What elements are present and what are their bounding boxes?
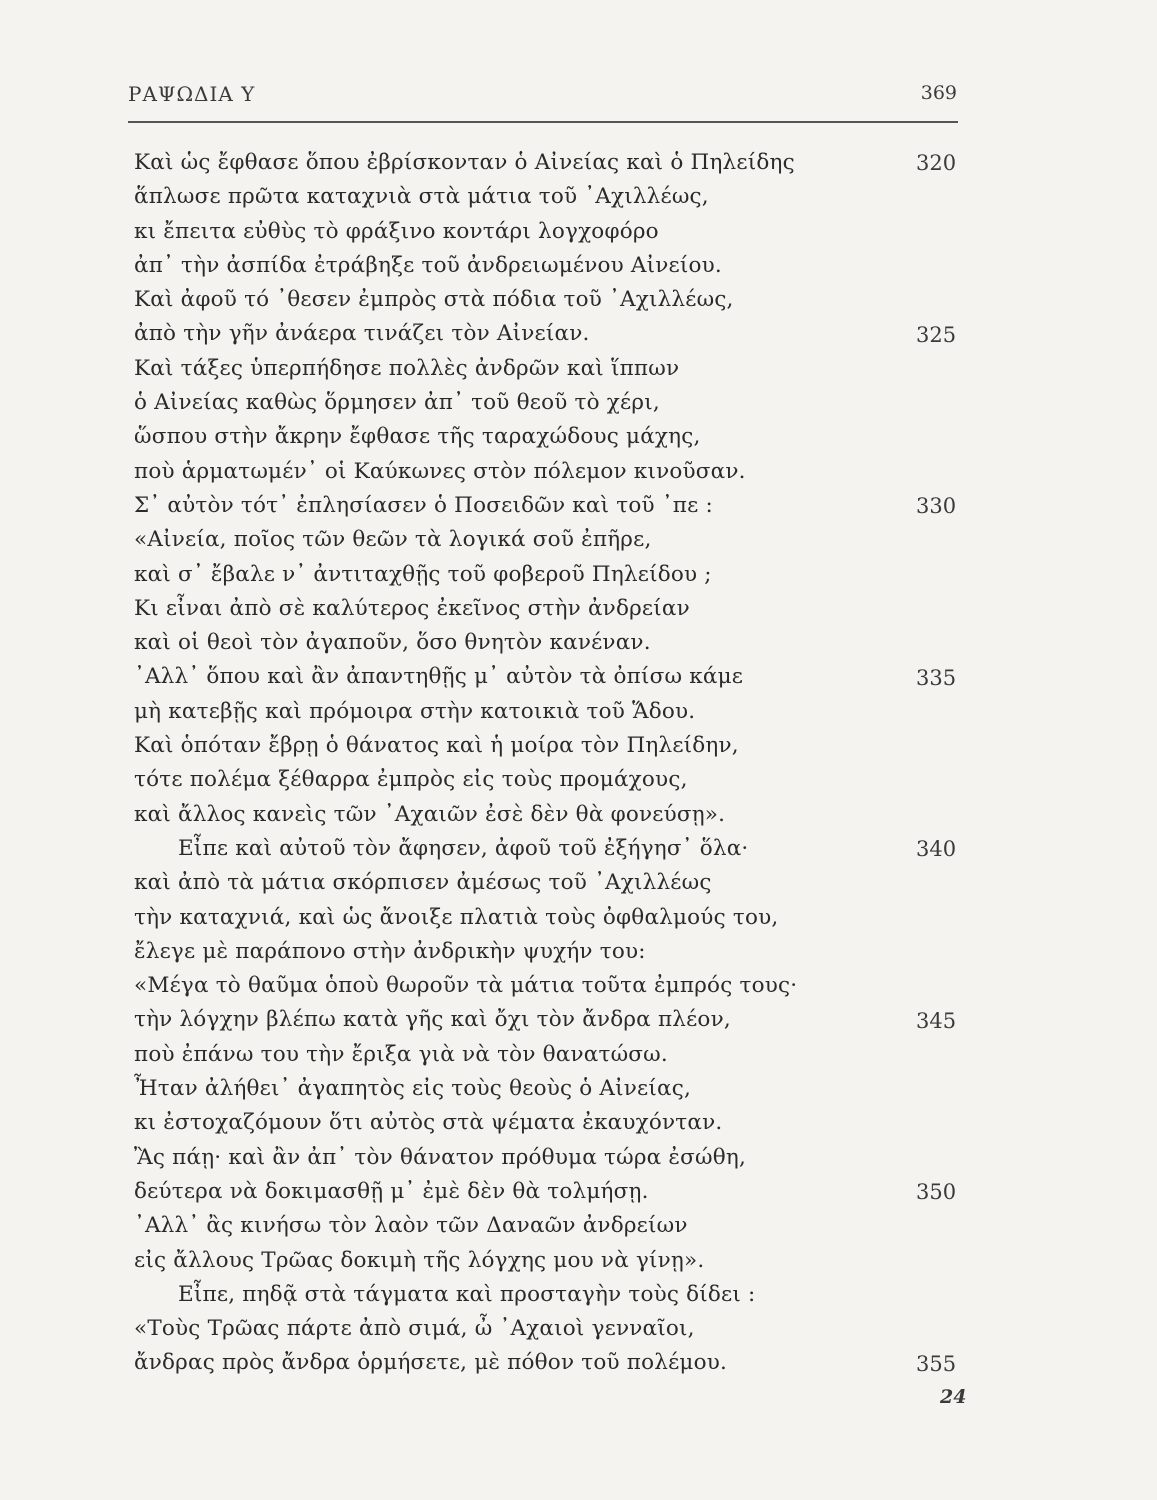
verse-line: Καὶ τάξες ὑπερπήδησε πολλὲς ἀνδρῶν καὶ ἵππων [134,355,680,381]
verse-line: Εἶπε καὶ αὐτοῦ τὸν ἄφησεν, ἀφοῦ τοῦ ἐξήγησ᾿ ὅλα· [178,835,749,861]
verse-line: «Αἰνεία, ποῖος τῶν θεῶν τὰ λογικά σοῦ ἐπῆρε, [134,527,652,553]
verse-line: «Μέγα τὸ θαῦμα ὁποὺ θωροῦν τὰ μάτια τοῦτα ἐμπρός τους· [134,973,798,999]
verse-line: Καὶ ὁπόταν ἔβρῃ ὁ θάνατος καὶ ἡ μοίρα τὸν Πηλείδην, [134,733,739,759]
verse-line: κι ἐστοχαζόμουν ὅτι αὐτὸς στὰ ψέματα ἐκαυχόνταν. [134,1110,723,1136]
verse-line: Κι εἶναι ἀπὸ σὲ καλύτερος ἐκεῖνος στὴν ἀνδρείαν [134,595,690,621]
verse-line: «Τοὺς Τρῶας πάρτε ἀπὸ σιμά, ὦ ᾿Αχαιοὶ γενναῖοι, [134,1316,695,1342]
verse-line: ἄνδρας πρὸς ἄνδρα ὁρμήσετε, μὲ πόθον τοῦ πολέμου. [134,1350,728,1376]
verse-line: τὴν λόγχην βλέπω κατὰ γῆς καὶ ὄχι τὸν ἄνδρα πλέον, [134,1007,731,1033]
verse-line: καὶ οἱ θεοὶ τὸν ἀγαποῦν, ὅσο θνητὸν κανέναν. [134,630,651,656]
verse-line: δεύτερα νὰ δοκιμασθῇ μ᾿ ἐμὲ δὲν θὰ τολμήσῃ. [134,1178,649,1204]
verse-line: τότε πολέμα ξέθαρρα ἐμπρὸς εἰς τοὺς προμάχους, [134,767,688,793]
verse-line: Καὶ ὡς ἔφθασε ὅπου ἐβρίσκονταν ὁ Αἰνείας καὶ ὁ Πηλείδης [134,150,795,175]
verse-line-number: 335 [916,665,957,690]
poem-text [134,146,824,1381]
verse-line: ἔλεγε μὲ παράπονο στὴν ἀνδρικὴν ψυχήν του: [134,938,646,964]
verse-line: ὥσπου στὴν ἄκρην ἔφθασε τῆς ταραχώδους μάχης, [134,424,701,450]
verse-line-number: 325 [916,322,957,347]
verse-line: τὴν καταχνιά, καὶ ὡς ἄνοιξε πλατιὰ τοὺς ὀφθαλμούς του, [134,904,779,930]
verse-line: Ἂς πάῃ· καὶ ἂν ἀπ᾿ τὸν θάνατον πρόθυμα τώρα ἐσώθη, [134,1144,747,1170]
verse-line-number: 355 [916,1351,957,1376]
verse-line: εἰς ἄλλους Τρῶας δοκιμὴ τῆς λόγχης μου νὰ γίνῃ». [134,1247,705,1273]
verse-line: ὁ Αἰνείας καθὼς ὅρμησεν ἀπ᾿ τοῦ θεοῦ τὸ χέρι, [134,390,660,416]
verse-line: ἀπὸ τὴν γῆν ἀνάερα τινάζει τὸν Αἰνείαν. [134,321,590,347]
verse-line: ᾿Αλλ᾿ ἂς κινήσω τὸν λαὸν τῶν Δαναῶν ἀνδρείων [134,1213,688,1239]
verse-line-number: 320 [916,151,957,175]
running-head: ΡΑΨΩΔΙΑ Υ [128,82,256,106]
verse-line: ποὺ ἁρματωμέν᾿ οἱ Καύκωνες στὸν πόλεμον κινοῦσαν. [134,458,746,484]
verse-line: ἅπλωσε πρῶτα καταχνιὰ στὰ μάτια τοῦ ᾿Αχιλλέως, [134,184,709,210]
verse-line: καὶ σ᾿ ἔβαλε ν᾿ ἀντιταχθῇς τοῦ φοβεροῦ Πηλείδου ; [134,561,712,587]
signature-mark: 24 [940,1386,967,1408]
page-number: 369 [920,82,957,104]
verse-line-number: 330 [916,494,957,518]
verse-line: κι ἔπειτα εὐθὺς τὸ φράξινο κοντάρι λογχοφόρο [134,218,659,244]
verse-line-number: 340 [916,837,957,861]
verse-line-number: 345 [916,1008,957,1033]
verse-line: Σ᾿ αὐτὸν τότ᾿ ἐπλησίασεν ὁ Ποσειδῶν καὶ τοῦ ᾿πε : [134,492,713,518]
verse-line: ποὺ ἐπάνω του τὴν ἔριξα γιὰ νὰ τὸν θανατώσω. [134,1041,668,1067]
verse-line: ἀπ᾿ τὴν ἀσπίδα ἐτράβηξε τοῦ ἀνδρειωμένου Αἰνείου. [134,252,722,278]
verse-line: Ἦταν ἀλήθει᾿ ἀγαπητὸς εἰς τοὺς θεοὺς ὁ Αἰνείας, [134,1076,692,1102]
verse-line: ᾿Αλλ᾿ ὅπου καὶ ἂν ἀπαντηθῇς μ᾿ αὐτὸν τὰ ὀπίσω κάμε [134,664,744,690]
verse-line: μὴ κατεβῇς καὶ πρόμοιρα στὴν κατοικιὰ τοῦ Ἅδου. [134,698,696,724]
verse-line: Εἶπε, πηδᾷ στὰ τάγματα καὶ προσταγὴν τοὺς δίδει : [178,1281,756,1307]
verse-line: Καὶ ἀφοῦ τό ᾿θεσεν ἐμπρὸς στὰ πόδια τοῦ ᾿Αχιλλέως, [134,287,734,313]
verse-line: καὶ ἀπὸ τὰ μάτια σκόρπισεν ἀμέσως τοῦ ᾿Αχιλλέως [134,870,712,896]
verse-line-number: 350 [916,1180,957,1204]
verse-line: καὶ ἄλλος κανεὶς τῶν ᾿Αχαιῶν ἐσὲ δὲν θὰ φονεύσῃ». [134,801,726,827]
header-rule [128,121,958,123]
